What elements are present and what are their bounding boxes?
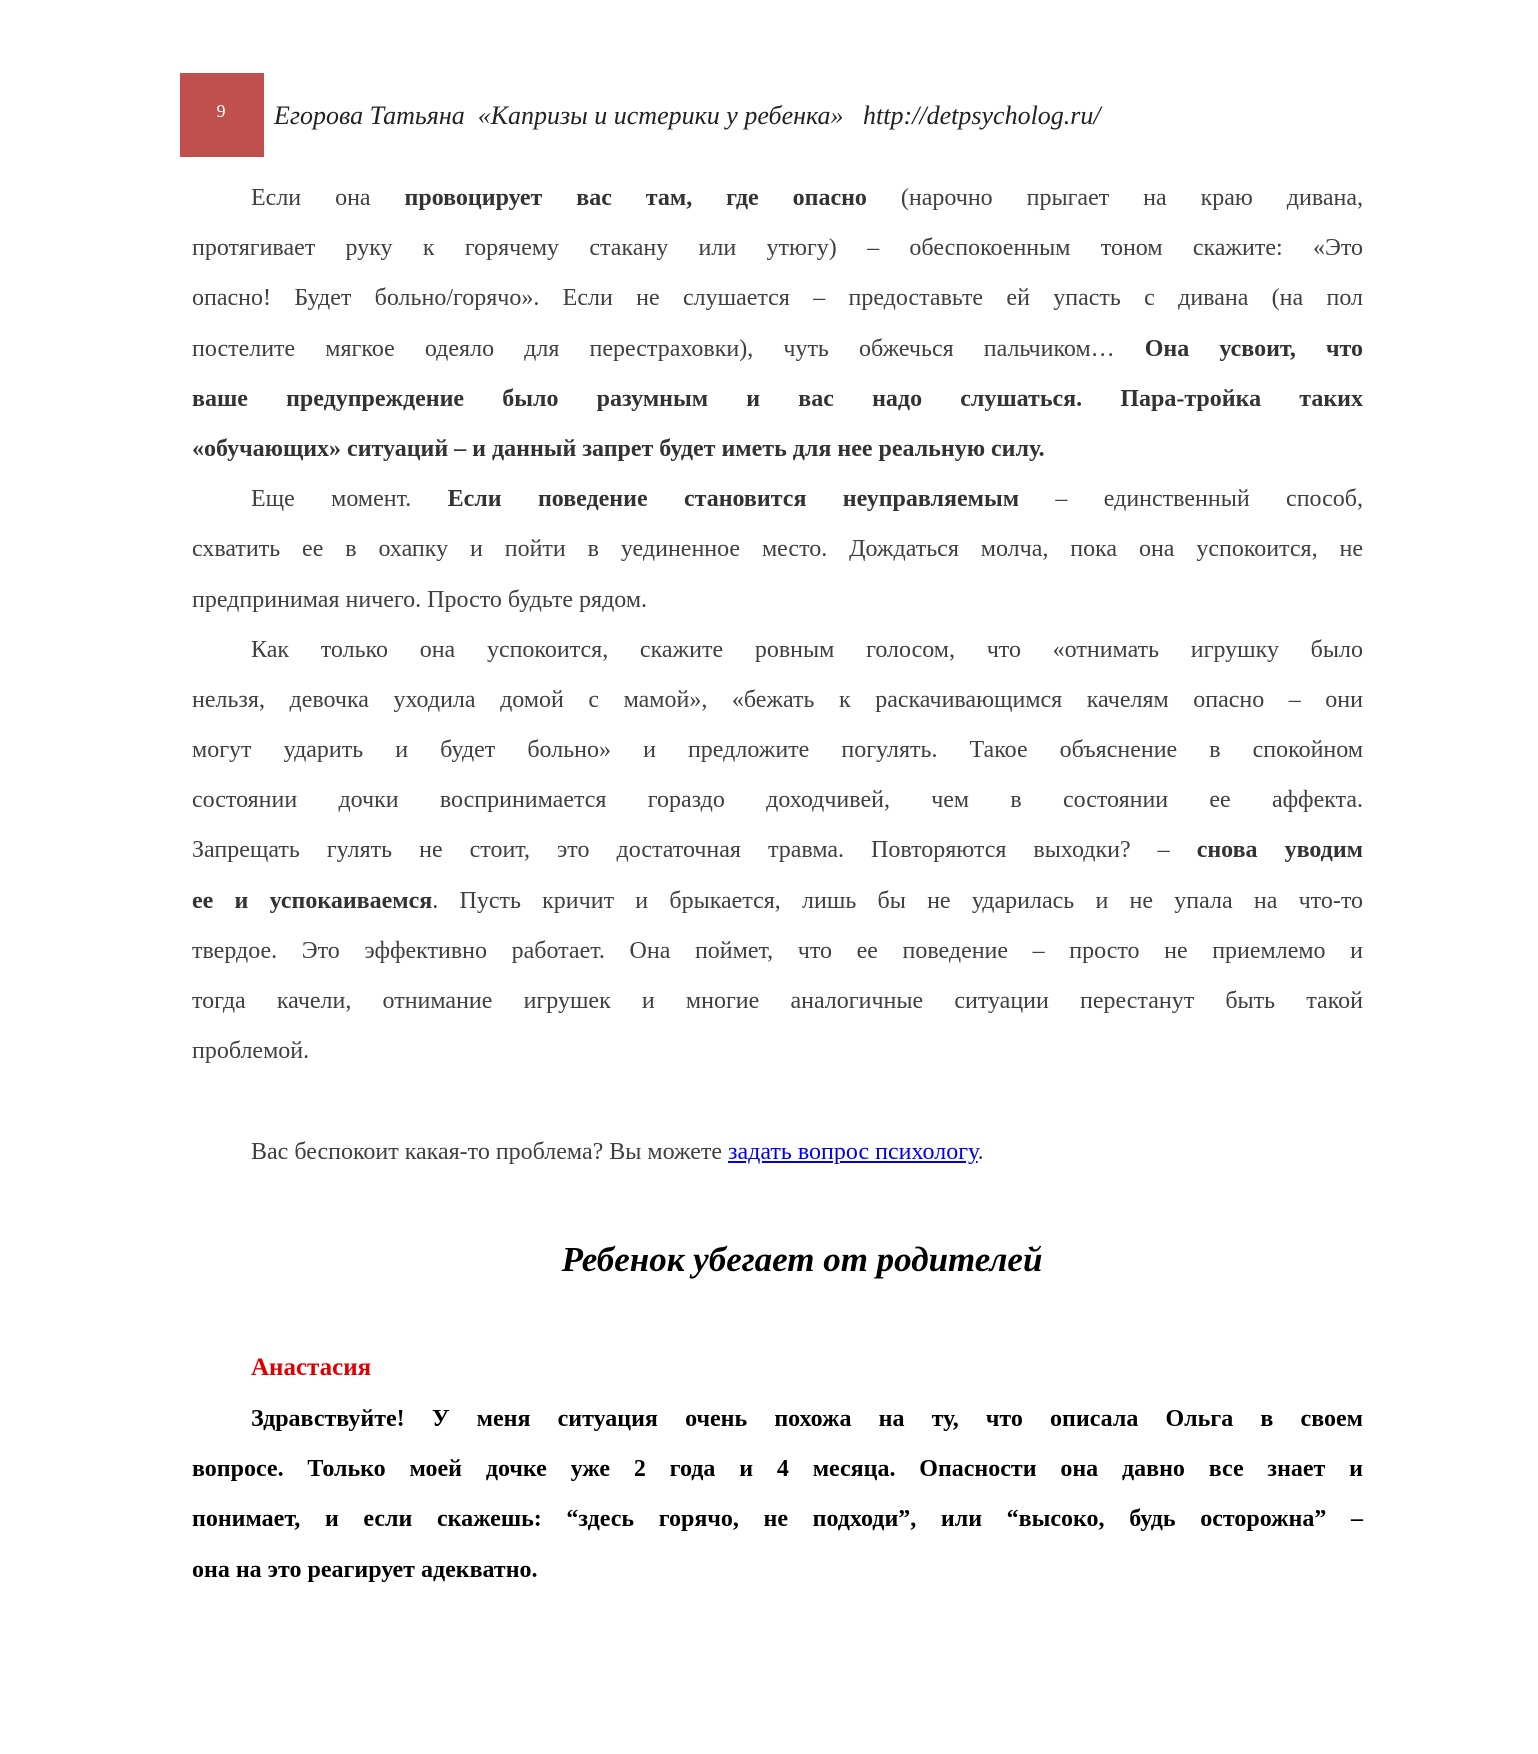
author-name: Анастасия [251, 1354, 372, 1381]
text-line [192, 625, 1363, 675]
text-line [192, 1444, 1363, 1494]
bold-text: «обучающих» ситуаций – и данный запрет будет иметь для нее реальную силу. [192, 435, 1045, 462]
text: твердое. Это эффективно работает. Она поймет, что ее поведение – просто не приемлемо и [192, 937, 1363, 964]
running-header: Егорова Татьяна «Капризы и истерики у ребенка» http://detpsycholog.ru/ [274, 101, 1101, 130]
text-line [192, 223, 1363, 273]
paragraph [192, 173, 1363, 474]
text-line [192, 1127, 1363, 1177]
text-line [192, 173, 1363, 223]
text-line [192, 524, 1363, 574]
text-line [192, 1494, 1363, 1544]
text: могут ударить и будет больно» и предложите погулять. Такое объяснение в спокойном [192, 737, 1363, 764]
text: Если она [251, 185, 405, 211]
text-line [192, 324, 1363, 374]
ask-psychologist-link[interactable]: задать вопрос психологу [728, 1139, 978, 1165]
text-line [192, 876, 1363, 926]
page-number-box [180, 73, 264, 157]
bold-text: понимает, и если скажешь: “здесь горячо, не подходи”, или “высоко, будь осторожна” – [192, 1506, 1363, 1533]
text: Как только она успокоится, скажите ровным голосом, что «отнимать игрушку было [251, 636, 1363, 663]
text-line [192, 1545, 1363, 1595]
bold-text: Если поведение становится неуправляемым [447, 486, 1020, 513]
text: (нарочно прыгает на краю дивана, [866, 185, 1364, 211]
text-line [192, 1026, 1363, 1076]
text: тогда качели, отнимание игрушек и многие аналогичные ситуации перестанут быть такой [192, 988, 1363, 1014]
paragraph [192, 625, 1363, 1077]
text: предпринимая ничего. Просто будьте рядом. [192, 586, 648, 613]
bold-text: снова уводим [1196, 837, 1363, 864]
bold-text: провоцирует вас там, где опасно [404, 185, 867, 211]
text-line [192, 1394, 1363, 1444]
text: Еще момент. [251, 486, 448, 513]
text: постелите мягкое одеяло для перестраховки), чуть обжечься пальчиком… [192, 335, 1145, 362]
text: . [977, 1139, 984, 1165]
text-line [192, 273, 1363, 323]
text-line [192, 825, 1363, 875]
text: Запрещать гулять не стоит, это достаточная травма. Повторяются выходки? – [192, 837, 1197, 864]
bold-text: вопросе. Только моей дочке уже 2 года и 4 месяца. Опасности она давно все знает и [192, 1456, 1363, 1483]
text: схватить ее в охапку и пойти в уединенное место. Дождаться молча, пока она успокоится, не [192, 536, 1363, 563]
bold-text: ваше предупреждение было разумным и вас надо слушаться. Пара-тройка таких [192, 385, 1363, 412]
text: нельзя, девочка уходила домой с мамой», «бежать к раскачивающимся качелям опасно – они [192, 686, 1363, 713]
text: проблемой. [192, 1038, 310, 1065]
question-prompt [192, 1127, 1363, 1177]
section-title: Ребенок убегает от родителей [561, 1240, 1043, 1279]
text-line [192, 775, 1363, 825]
text: опасно! Будет больно/горячо». Если не слушается – предоставьте ей упасть с дивана (на пол [192, 285, 1363, 312]
text-line [192, 725, 1363, 775]
paragraph [192, 1127, 1363, 1177]
text: – единственный способ, [1019, 486, 1363, 513]
text-line [192, 976, 1363, 1026]
text-line [192, 424, 1363, 474]
main-text [192, 173, 1363, 1076]
bold-text: Здравствуйте! У меня ситуация очень похожа на ту, что описала Ольга в своем [251, 1406, 1363, 1432]
bold-text: ее и успокаиваемся [192, 887, 433, 914]
text: Вас беспокоит какая-то проблема? Вы можете [251, 1139, 729, 1165]
text: протягивает руку к горячему стакану или утюгу) – обеспокоенным тоном скажите: «Это [192, 235, 1363, 262]
text-line [192, 575, 1363, 625]
text: состоянии дочки воспринимается гораздо доходчивей, чем в состоянии ее аффекта. [192, 787, 1363, 814]
text-line [192, 675, 1363, 725]
page-number: 9 [216, 100, 226, 121]
bold-text: Она усвоит, что [1144, 335, 1364, 362]
text-line [192, 474, 1363, 524]
text-line [192, 374, 1363, 424]
question-paragraph [192, 1394, 1363, 1595]
text: . Пусть кричит и брыкается, лишь бы не ударилась и не упала на что-то [432, 887, 1364, 914]
bold-text: она на это реагирует адекватно. [192, 1556, 538, 1583]
paragraph [192, 474, 1363, 625]
text-line [192, 926, 1363, 976]
paragraph [192, 1394, 1363, 1595]
